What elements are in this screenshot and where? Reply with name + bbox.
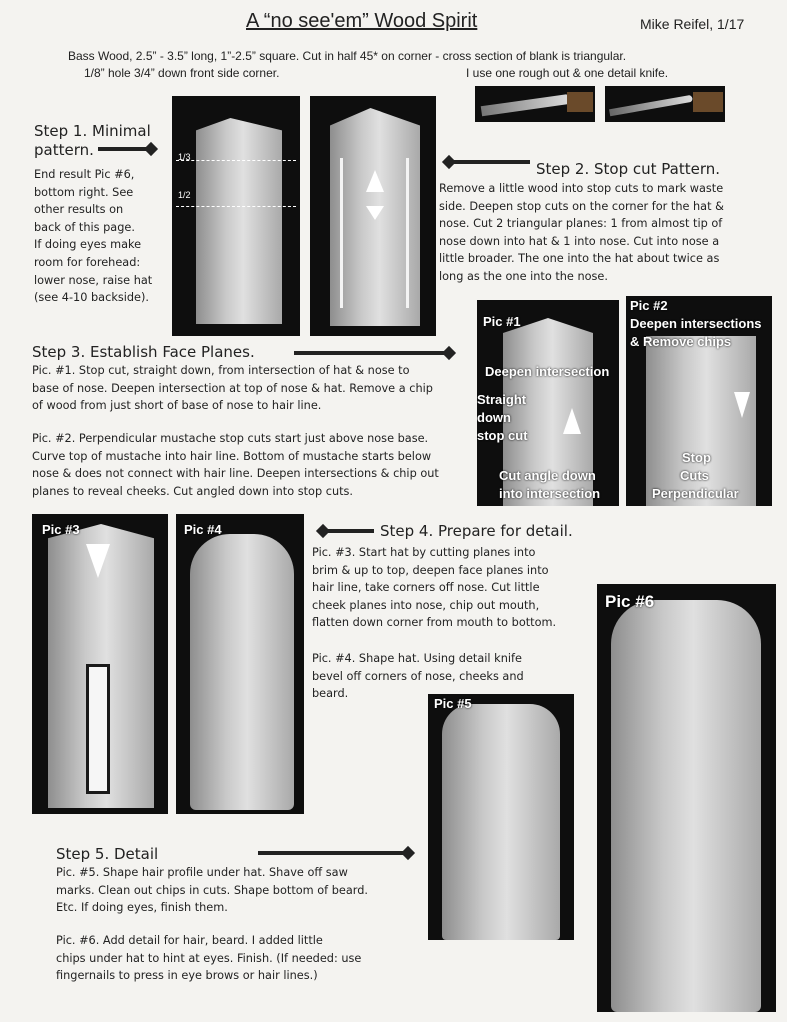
intro-line-1: Bass Wood, 2.5” - 3.5” long, 1”-2.5” square. Cut in half 45* on corner - cross section of blank is triangular.	[68, 49, 627, 63]
text-line: Pic. #6. Add detail for hair, beard. I added little	[56, 934, 323, 947]
text-line: bottom right. See	[34, 185, 134, 199]
rough-out-knife-photo	[475, 86, 595, 122]
pic5-label: Pic #5	[434, 696, 472, 711]
detail-knife-photo	[605, 86, 725, 122]
page-title: A “no see'em” Wood Spirit	[246, 10, 478, 32]
step5-heading: Step 5. Detail	[56, 845, 159, 863]
pic4-label: Pic #4	[184, 522, 222, 537]
text-line: fingernails to press in eye brows or hair lines.)	[56, 969, 318, 983]
text-line: chips under hat to hint at eyes. Finish. (If needed: use	[56, 951, 362, 965]
step3-arrow-icon	[294, 348, 460, 358]
text-line: nose & does not connect with hair line. Deepen intersections & chip out	[32, 467, 439, 481]
text-line: bevel off corners of nose, cheeks and	[312, 669, 524, 683]
text-line: other results on	[34, 203, 124, 217]
text-line: If doing eyes make	[34, 238, 142, 252]
step5-pic5-text	[56, 864, 426, 917]
intro-line-3: I use one rough out & one detail knife.	[466, 66, 669, 80]
text-line: Remove a little wood into stop cuts to mark waste	[439, 182, 724, 195]
mark-one-third: 1/3	[178, 152, 191, 162]
text-line: side. Deepen stop cuts on the corner for the hat &	[439, 199, 724, 213]
step4-pic3-text	[312, 544, 602, 632]
pic4-photo	[176, 514, 304, 814]
intro-line-2: 1/8” hole 3/4” down front side corner.	[84, 66, 280, 80]
pic1-angle-label-2: into intersection	[499, 486, 601, 501]
step5-arrow-icon	[258, 848, 418, 858]
text-line: Pic. #4. Shape hat. Using detail knife	[312, 652, 522, 665]
text-line: Pic. #1. Stop cut, straight down, from intersection of hat & nose to	[32, 364, 410, 377]
pic3-photo	[32, 514, 168, 814]
text-line: planes to reveal cheeks. Cut angled down into stop cuts.	[32, 484, 354, 498]
pic2-deepen-label-2: & Remove chips	[630, 334, 732, 349]
text-line: hair line, take corners off nose. Cut little	[312, 581, 540, 595]
step3-heading: Step 3. Establish Face Planes.	[32, 343, 255, 361]
pic1-straight-label-2: down	[477, 410, 511, 425]
step2-text	[439, 180, 769, 286]
text-line: long as the one into the nose.	[439, 269, 608, 283]
step4-heading: Step 4. Prepare for detail.	[380, 522, 573, 540]
step1-arrow-icon	[98, 144, 160, 154]
step1-text	[34, 166, 184, 307]
pic1-label: Pic #1	[483, 314, 521, 329]
pic2-photo	[626, 296, 772, 506]
mark-one-half: 1/2	[178, 190, 191, 200]
pic1-straight-label-3: stop cut	[477, 428, 528, 443]
step2-heading: Step 2. Stop cut Pattern.	[536, 160, 721, 178]
text-line: flatten down corner from mouth to bottom.	[312, 616, 557, 630]
text-line: lower nose, raise hat	[34, 273, 153, 287]
step3-pic1-text	[32, 362, 477, 415]
text-line: little broader. The one into the hat about twice as	[439, 252, 720, 266]
text-line: of wood from just short of base of nose to hair line.	[32, 399, 322, 413]
step2-pattern-photo	[310, 96, 436, 336]
pic3-label: Pic #3	[42, 522, 80, 537]
text-line: Etc. If doing eyes, finish them.	[56, 901, 228, 915]
step5-pic6-text	[56, 932, 426, 985]
pic1-angle-label-1: Cut angle down	[499, 468, 596, 483]
pic5-photo	[428, 694, 574, 940]
text-line: Curve top of mustache into hair line. Bottom of mustache starts below	[32, 449, 432, 463]
pic2-deepen-label-1: Deepen intersections	[630, 316, 762, 331]
pic1-photo	[477, 300, 619, 506]
text-line: room for forehead:	[34, 255, 141, 269]
text-line: Pic. #2. Perpendicular mustache stop cuts start just above nose base.	[32, 432, 429, 445]
text-line: nose. Cut 2 triangular planes: 1 from almost tip of	[439, 217, 723, 231]
text-line: beard.	[312, 687, 349, 701]
pic6-label: Pic #6	[605, 592, 655, 611]
text-line: marks. Clean out chips in cuts. Shape bottom of beard.	[56, 883, 368, 897]
text-line: (see 4-10 backside).	[34, 291, 150, 305]
text-line: nose down into hat & 1 into nose. Cut into nose a	[439, 234, 720, 248]
text-line: Pic. #5. Shape hair profile under hat. Shave off saw	[56, 866, 348, 879]
pic2-stop-label-3: Perpendicular	[652, 486, 739, 501]
step2-arrow-icon	[442, 157, 530, 167]
step1-heading-cont: pattern.	[34, 141, 94, 159]
pic1-deepen-label: Deepen intersection	[485, 364, 610, 379]
text-line: End result Pic #6,	[34, 168, 135, 181]
pic2-stop-label-2: Cuts	[680, 468, 709, 483]
text-line: cheek planes into nose, chip out mouth,	[312, 598, 540, 612]
step1-blank-photo	[172, 96, 300, 336]
step1-heading: Step 1. Minimal	[34, 122, 151, 140]
pic6-photo	[597, 584, 776, 1012]
pic2-stop-label-1: Stop	[682, 450, 711, 465]
pic2-label: Pic #2	[630, 298, 668, 313]
step3-pic2-text	[32, 430, 477, 500]
text-line: Pic. #3. Start hat by cutting planes into	[312, 546, 536, 559]
text-line: brim & up to top, deepen face planes into	[312, 563, 549, 577]
author-date: Mike Reifel, 1/17	[640, 16, 745, 32]
step4-arrow-icon	[316, 526, 374, 536]
text-line: base of nose. Deepen intersection at top of nose & hat. Remove a chip	[32, 381, 433, 395]
pic1-straight-label-1: Straight	[477, 392, 527, 407]
text-line: back of this page.	[34, 220, 135, 234]
